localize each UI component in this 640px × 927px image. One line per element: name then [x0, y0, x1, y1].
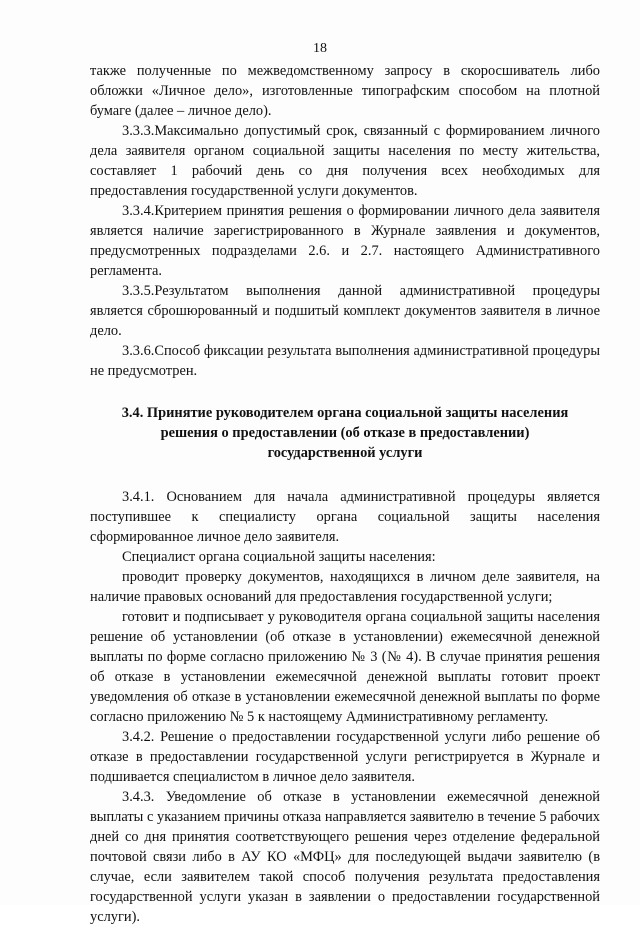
paragraph-prepare-decision: готовит и подписывает у руководителя органа социальной защиты населения решение об установлении (об отказе в установлении) ежемесячной денежной выплаты по форме согласно приложению № 3 (№ 4). В случае принятия решения об отказе в установлении ежемесячной денежной выплаты готовит проект уведомления об отказе в установлении ежемесячной денежной выплаты по форме согласно приложению № 5 к настоящему Административному регламенту.: [90, 609, 600, 725]
paragraph-3-3-3: 3.3.3.Максимально допустимый срок, связанный с формированием личного дела заявителя органом социальной защиты населения по месту жительства, составляет 1 рабочий день со дня получения всех необходимых для предоставления государственной услуги документов.: [90, 123, 600, 199]
paragraph-continuation: также полученные по межведомственному запросу в скоросшиватель либо обложки «Личное дело», изготовленные типографским способом на плотной бумаге (далее – личное дело).: [90, 63, 600, 119]
paragraph-3-3-6: 3.3.6.Способ фиксации результата выполнения административной процедуры не предусмотрен.: [90, 343, 600, 379]
paragraph-specialist: Специалист органа социальной защиты населения:: [122, 549, 436, 565]
paragraph-3-3-5: 3.3.5.Результатом выполнения данной административной процедуры является сброшюрованный и подшитый комплект документов заявителя в личное дело.: [90, 283, 600, 339]
document-body: [90, 61, 600, 927]
section-heading-3-4: [90, 403, 600, 463]
paragraph-3-4-2: 3.4.2. Решение о предоставлении государственной услуги либо решение об отказе в предоставлении государственной услуги регистрируется в Журнале и подшивается специалистом в личное дело заявителя.: [90, 729, 600, 785]
paragraph-check-documents: проводит проверку документов, находящихся в личном деле заявителя, на наличие правовых оснований для предоставления государственной услуги;: [90, 569, 600, 605]
page-number: 18: [313, 41, 327, 56]
section-heading-line-2: решения о предоставлении (об отказе в предоставлении): [160, 425, 530, 441]
section-heading-line-1: 3.4. Принятие руководителем органа социальной защиты населения: [121, 405, 569, 421]
paragraph-3-3-4: 3.3.4.Критерием принятия решения о формировании личного дела заявителя является наличие зарегистрированного в Журнале заявления и документов, предусмотренных подразделами 2.6. и 2.7. настоящего Административного регламента.: [90, 203, 600, 279]
paragraph-3-4-3: 3.4.3. Уведомление об отказе в установлении ежемесячной денежной выплаты с указанием причины отказа направляется заявителю в течение 5 рабочих дней со дня принятия соответствующего решения через отделение федеральной почтовой связи либо в АУ КО «МФЦ» для последующей выдачи заявителю (в случае, если заявителем такой способ получения результата предоставления государственной услуги указан в заявлении о предоставлении государственной услуги).: [90, 789, 600, 925]
section-heading-line-3: государственной услуги: [267, 445, 423, 461]
paragraph-3-4-1: 3.4.1. Основанием для начала административной процедуры является поступившее к специалисту органа социальной защиты населения сформированное личное дело заявителя.: [90, 489, 600, 545]
